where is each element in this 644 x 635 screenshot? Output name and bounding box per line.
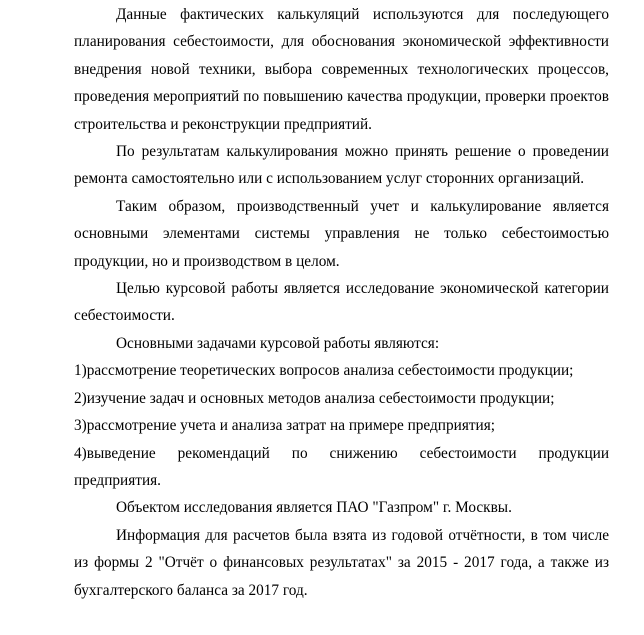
document-page [74,0,609,604]
paragraph-calculations-usage: Данные фактических калькуляций используются для последующего планирования себестоимости, для обоснования экономической эффективности внедрения новой техники, выбора современных технологических процессов, проведения мероприятий по повышению качества продукции, проверки проектов строительства и реконструкции предприятий. [74,6,609,133]
paragraph-research-object: Объектом исследования является ПАО "Газпром" г. Москвы. [116,499,512,517]
paragraph-repair-decision: По результатам калькулирования можно принять решение о проведении ремонта самостоятельно или с использованием услуг сторонних организаций. [74,143,609,188]
paragraph-goal: Целью курсовой работы является исследование экономической категории себестоимости. [74,280,609,325]
paragraph-management-elements: Таким образом, производственный учет и калькулирование является основными элементами системы управления не только себестоимостью продукции, но и производством в целом. [74,197,609,270]
list-item-task-3: 3)рассмотрение учета и анализа затрат на примере предприятия; [74,417,496,435]
list-item-task-2: 2)изучение задач и основных методов анализа себестоимости продукции; [74,389,555,407]
list-item-task-1: 1)рассмотрение теоретических вопросов анализа себестоимости продукции; [74,362,574,380]
paragraph-tasks-intro: Основными задачами курсовой работы являются: [116,334,440,352]
list-item-task-4: 4)выведение рекомендаций по снижению себестоимости продукции предприятия. [74,444,609,489]
paragraph-data-sources: Информация для расчетов была взята из годовой отчётности, в том числе из формы 2 "Отчёт о финансовых результатах" за 2015 - 2017 года, а также из бухгалтерского баланса за 2017 год. [74,526,609,599]
